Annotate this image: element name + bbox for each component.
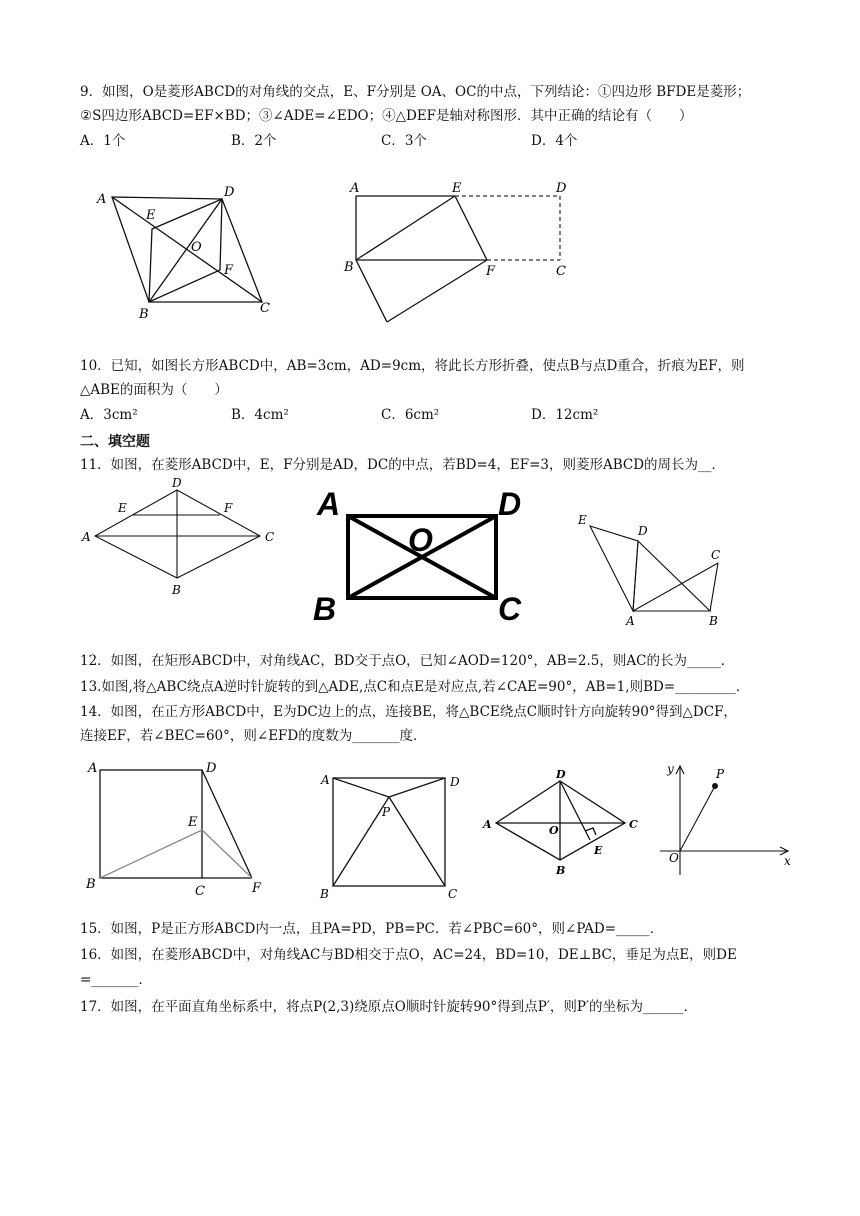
fig12-label-b: B bbox=[313, 591, 337, 627]
q12-text: 12．如图，在矩形ABCD中，对角线AC，BD交于点O，已知∠AOD=120°，AB=2.5，则AC的长为_____． bbox=[80, 653, 735, 669]
q17-text: 17．如图，在平面直角坐标系中，将点P(2,3)绕原点O顺时针旋转90°得到点P′，则P′的坐标为______． bbox=[80, 999, 698, 1015]
fig9b-label-e: E bbox=[452, 181, 462, 196]
q11-text: 11．如图，在菱形ABCD中，E，F分别是AD，DC的中点，若BD=4，EF=3，则菱形ABCD的周长为__． bbox=[80, 457, 726, 473]
q14-line2: 连接EF，若∠BEC=60°，则∠EFD的度数为_______度． bbox=[80, 728, 427, 744]
fig17-label-p: P bbox=[716, 767, 725, 781]
fig11-label-a: A bbox=[82, 530, 91, 544]
fig13-label-d: D bbox=[638, 524, 648, 538]
fig16-label-e: E bbox=[594, 844, 603, 857]
q14-line1: 14．如图，在正方形ABCD中，E为DC边上的点，连接BE，将△BCE绕点C顺时针方向旋转90°得到△DCF， bbox=[80, 704, 737, 720]
fig16-label-b: B bbox=[556, 864, 566, 877]
q10-option-b: B．4cm² bbox=[231, 407, 289, 423]
fig13-label-c: C bbox=[711, 548, 721, 562]
fig14-label-f: F bbox=[252, 881, 262, 896]
point-p-marker bbox=[712, 783, 718, 789]
fig11-label-f: F bbox=[224, 501, 233, 515]
fig16-label-o: O bbox=[549, 824, 559, 837]
fig9a-label-c: C bbox=[260, 301, 270, 316]
fig17-label-y: y bbox=[667, 762, 674, 776]
q9-option-c: C．3个 bbox=[381, 133, 427, 149]
fig11-label-d: D bbox=[172, 476, 182, 490]
fig9a-label-b: B bbox=[139, 307, 149, 322]
fig16-label-a: A bbox=[483, 818, 492, 831]
fig9b-label-c: C bbox=[556, 264, 566, 279]
q13-text: 13.如图,将△ABC绕点A逆时针旋转的到△ADE,点C和点E是对应点,若∠CAE=90°，AB=1,则BD=_________． bbox=[80, 679, 750, 695]
fig14-label-e: E bbox=[188, 815, 198, 830]
fig9b-label-f: F bbox=[486, 264, 496, 279]
fig9b-label-a: A bbox=[350, 181, 360, 196]
fig15-label-c: C bbox=[448, 887, 458, 901]
fig13-label-e: E bbox=[578, 513, 587, 527]
q10-line2: △ABE的面积为（ ） bbox=[80, 382, 228, 398]
fig12-label-c: C bbox=[498, 591, 522, 627]
fig9a-label-a: A bbox=[97, 192, 107, 207]
fig15-label-b: B bbox=[320, 887, 329, 901]
q15-text: 15．如图，P是正方形ABCD内一点，且PA=PD，PB=PC．若∠PBC=60°，则∠PAD=_____． bbox=[80, 921, 664, 937]
fig17-label-o: O bbox=[669, 851, 679, 865]
fig11-label-b: B bbox=[172, 583, 181, 597]
fig12-label-d: D bbox=[498, 486, 522, 522]
fig13-label-b: B bbox=[709, 614, 718, 628]
q10-line1: 10．已知，如图长方形ABCD中，AB=3cm，AD=9cm，将此长方形折叠，使点B与点D重合，折痕为EF，则 bbox=[80, 358, 745, 374]
q16-line1: 16．如图，在菱形ABCD中，对角线AC与BD相交于点O，AC=24，BD=10，DE⊥BC，垂足为点E，则DE bbox=[80, 947, 737, 963]
fig13-label-a: A bbox=[626, 614, 635, 628]
fig9a-label-e: E bbox=[146, 208, 156, 223]
q9-line2: ②S四边形ABCD=EF×BD；③∠ADE=∠EDO；④△DEF是轴对称图形．其中正确的结论有（ ） bbox=[80, 108, 693, 124]
q9-option-d: D．4个 bbox=[531, 133, 578, 149]
fig14-label-c: C bbox=[195, 884, 205, 899]
fig15-label-a: A bbox=[321, 773, 330, 787]
fig12-label-o: O bbox=[408, 522, 433, 558]
fig14-label-a: A bbox=[88, 761, 98, 776]
fig16-label-c: C bbox=[629, 818, 638, 831]
fig12-label-a: A bbox=[317, 486, 341, 522]
fig9b-label-b: B bbox=[344, 260, 354, 275]
fig14-label-d: D bbox=[206, 761, 217, 776]
fig9a-label-f: F bbox=[224, 263, 234, 278]
fig9a-label-o: O bbox=[191, 240, 202, 255]
fig15-label-d: D bbox=[450, 775, 460, 789]
q10-option-a: A．3cm² bbox=[80, 407, 138, 423]
fig17-label-x: x bbox=[784, 854, 791, 868]
fig9b-label-d: D bbox=[556, 181, 567, 196]
fig15-label-p: P bbox=[382, 805, 391, 819]
q9-line1: 9．如图，O是菱形ABCD的对角线的交点，E、F分别是 OA、OC的中点，下列结论：①四边形 BFDE是菱形； bbox=[80, 84, 751, 100]
q10-option-d: D．12cm² bbox=[531, 407, 599, 423]
fig9a-label-d: D bbox=[224, 185, 235, 200]
fig14-label-b: B bbox=[86, 877, 96, 892]
fig11-label-c: C bbox=[265, 530, 275, 544]
section-header-fill-in: 二、填空题 bbox=[80, 434, 150, 450]
fig11-label-e: E bbox=[118, 501, 127, 515]
q9-option-a: A．1个 bbox=[80, 133, 126, 149]
fig16-label-d: D bbox=[556, 768, 566, 781]
q9-option-b: B．2个 bbox=[231, 133, 277, 149]
q10-option-c: C．6cm² bbox=[381, 407, 440, 423]
q16-line2: =_______． bbox=[80, 972, 153, 988]
